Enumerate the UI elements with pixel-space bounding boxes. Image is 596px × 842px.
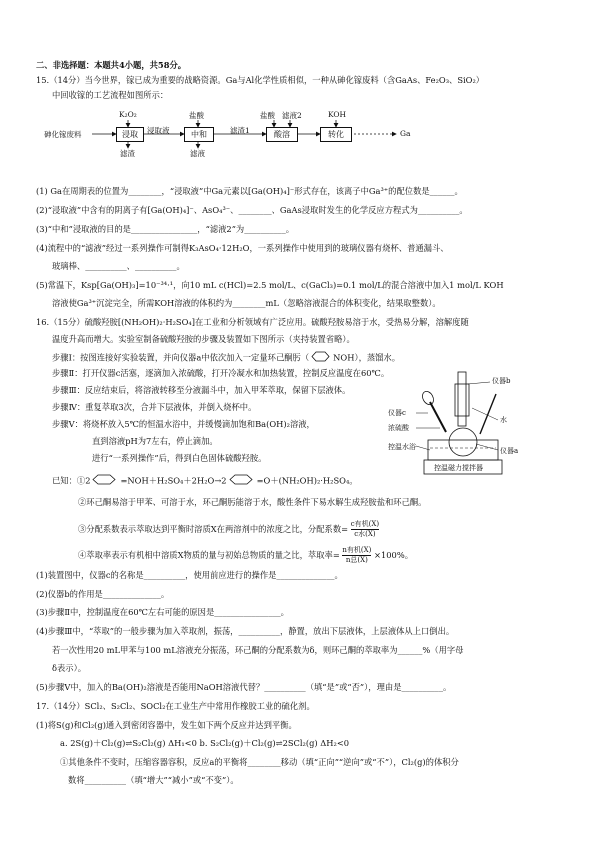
- q15-sub-1: (1) Ga在周期表的位置为________，“浸取液”中Ga元素以[Ga(OH)₄]⁻形式存在，该离子中Ga³⁺的配位数是______。: [36, 186, 463, 196]
- flow-label-koh: KOH: [328, 110, 347, 119]
- flow-label-hcl-2: 盐酸: [260, 111, 275, 120]
- apparatus-label-stirrer: 控温磁力搅拌器: [434, 464, 483, 472]
- cyclohexane-ring-icon: [227, 474, 257, 488]
- apparatus-label-b: 仪器b: [492, 377, 511, 385]
- q16-note-3-text: ③分配系数表示萃取达到平衡时溶质X在两溶剂中的浓度之比，分配系数=: [78, 524, 349, 534]
- q16-known-eq-tail: =O＋(NH₂OH)₂·H₂SO₄。: [256, 475, 358, 486]
- q17-sub-1-1-cont: 数将__________（填“增大”“减小”或“不变”）。: [68, 775, 239, 785]
- q16-question-2: (2)仪器b的作用是______________。: [36, 589, 170, 599]
- extraction-fraction: [342, 546, 371, 565]
- flow-label-filtrate-2: 滤液2: [282, 111, 302, 120]
- apparatus-label-water: 水: [500, 416, 507, 424]
- flow-label-residue-1: 滤渣1: [230, 126, 250, 135]
- partition-fraction: [351, 520, 379, 539]
- q16-question-1: (1)装置图中，仪器c的名称是__________，使用前应进行的操作是______________。: [36, 570, 343, 580]
- q17-sub-1: (1)将S(g)和Cl₂(g)通入到密闭容器中，发生如下两个反应并达到平衡。: [36, 720, 297, 730]
- fraction-denominator: c水(X): [354, 530, 376, 538]
- q16-question-4-cont: 若一次性用20 mL甲苯与100 mL溶液充分振荡，环己酮的分配系数为δ，则环己酮的萃取率为______%（用字母: [52, 645, 464, 655]
- q16-note-4: [78, 546, 413, 565]
- q16-known-eq: =NOH＋H₂SO₄＋2H₂O→2: [120, 475, 227, 486]
- apparatus-label-a: 仪器a: [500, 447, 519, 455]
- q16-question-4: (4)步骤Ⅲ中，“萃取”的一般步骤为加入萃取剂，振荡，__________，静置，放出下层液体，上层液体从上口倒出。: [36, 626, 455, 636]
- q16-intro: 16.（15分）硫酸羟胺[(NH₂OH)₂·H₂SO₄]在工业和分析领域有广泛应用。硫酸羟胺易溶于水，受热易分解，溶解度随: [36, 317, 469, 327]
- q15-sub-3: (3)“中和”浸取液的目的是________________，“滤液2”为__________。: [36, 224, 295, 234]
- q15-sub-4-cont: 玻璃棒、__________、__________。: [52, 261, 185, 271]
- q16-step-5-cont-2: 进行“一系列操作”后，得到白色固体硫酸羟胺。: [92, 453, 267, 463]
- flow-label-filtrate: 滤液: [190, 149, 205, 158]
- q16-intro-2: 温度升高而增大。实验室制备硫酸羟胺的步骤及装置如下图所示（夹持装置省略）。: [52, 334, 355, 344]
- q17-reactions: a. 2S(g)＋Cl₂(g)⇌S₂Cl₂(g) ΔH₁<0 b. S₂Cl₂(g)＋Cl₂(g)⇌2SCl₂(g) ΔH₂<0: [60, 738, 350, 748]
- apparatus-label-c: 仪器c: [388, 409, 406, 417]
- flow-label-hcl-1: 盐酸: [189, 111, 204, 120]
- q16-step-1: [52, 351, 400, 365]
- q17-sub-1-1: ①其他条件不变时，压缩容器容积，反应a的平衡将________移动（填“正向”“逆向”或“不”），Cl₂(g)的体积分: [60, 757, 459, 767]
- fraction-numerator: c有机(X): [350, 520, 380, 528]
- q15-intro-2: 中回收镓的工艺流程如图所示：: [52, 90, 169, 100]
- flow-label-residue: 滤渣: [120, 149, 135, 158]
- flow-box-acid-dissolve: 酸溶: [266, 127, 298, 142]
- fraction-tail: ×100%。: [374, 550, 413, 560]
- q16-step-5-cont: 直到溶液pH为7左右，停止滴加。: [92, 436, 218, 446]
- cyclohexane-ring-icon: [309, 351, 333, 365]
- apparatus-label-bath: 控温水浴: [388, 443, 416, 451]
- q15-sub-5: (5)常温下，Ksp[Ga(OH)₃]=10⁻³⁴·¹，向10 mL c(HCl)=2.5 mol/L、c(GaCl₃)=0.1 mol/L的混合溶液中加入1 mol/L KOH: [36, 280, 504, 290]
- q17-intro: 17.（14分）SCl₂、S₂Cl₂、SOCl₂在工业生产中常用作橡胶工业的硫化剂。: [36, 701, 315, 711]
- apparatus-diagram: [388, 364, 538, 484]
- flow-box-neutralize: 中和: [184, 127, 214, 142]
- flow-label-leachate: 浸取液: [147, 126, 170, 135]
- q16-question-3: (3)步骤Ⅱ中，控制温度在60℃左右可能的原因是________________。: [36, 607, 289, 617]
- process-flow-diagram: [44, 108, 484, 158]
- cyclohexane-ring-icon: [90, 474, 120, 488]
- q16-question-5: (5)步骤Ⅴ中，加入的Ba(OH)₂溶液是否能用NaOH溶液代替？__________（填“是”或“否”），理由是__________。: [36, 682, 452, 692]
- q15-sub-4: (4)流程中的“滤液”经过一系列操作可制得K₃AsO₄·12H₂O，一系列操作中使用到的玻璃仪器有烧杯、普通漏斗、: [36, 243, 449, 253]
- q15-sub-2: (2)“浸取液”中含有的阴离子有[Ga(OH)₄]⁻、AsO₄³⁻、________、GaAs浸取时发生的化学反应方程式为__________。: [36, 205, 468, 215]
- q16-step-3: 步骤Ⅲ：反应结束后，将溶液转移至分液漏斗中，加入甲苯萃取，保留下层液体。: [52, 385, 351, 395]
- apparatus-label-sulfuric-acid: 浓硫酸: [388, 424, 409, 432]
- q16-step-1-text: 步骤Ⅰ：按图连接好实验装置，并向仪器a中依次加入一定量环己酮肟（: [52, 352, 310, 363]
- q16-note-3: [78, 520, 379, 539]
- q16-known-1: [52, 474, 358, 488]
- q16-note-2: ②环己酮易溶于甲苯、可溶于水，环己酮肟能溶于水，酸性条件下易水解生成羟胺盐和环己酮。: [78, 497, 427, 507]
- q16-step-5: 步骤Ⅴ：将烧杯放入5℃的恒温水浴中，并缓慢滴加饱和Ba(OH)₂溶液，: [52, 419, 315, 429]
- flow-box-leach: 浸取: [116, 127, 144, 142]
- fraction-numerator: n有机(X): [342, 546, 372, 554]
- q15-intro: 15.（14分）当今世界，镓已成为重要的战略资源。Ga与Al化学性质相似，一种从砷化镓废料（含GaAs、Fe₂O₃、SiO₂）: [36, 75, 485, 85]
- fraction-denominator: n总(X): [345, 556, 368, 564]
- q16-question-4-cont-2: δ表示）。: [52, 663, 87, 673]
- section-title: 二、非选择题：本题共4小题，共58分。: [36, 60, 187, 70]
- q16-known-prefix: 已知：①2: [52, 475, 91, 486]
- q16-step-1-tail: NOH），蒸馏水。: [333, 352, 401, 363]
- q15-sub-5-cont: 溶液使Ga³⁺沉淀完全，所需KOH溶液的体积约为________mL（忽略溶液混合的体积变化，结果取整数）。: [52, 298, 441, 308]
- flow-label-k2o2: K₂O₂: [119, 110, 137, 119]
- q16-note-4-text: ④萃取率表示有机相中溶质X物质的量与初始总物质的量之比，萃取率=: [78, 550, 340, 560]
- flow-end: Ga: [400, 129, 411, 138]
- flow-start: 砷化镓废料: [44, 130, 82, 139]
- q16-step-2: 步骤Ⅱ：打开仪器c活塞，逐滴加入浓硫酸，打开冷凝水和加热装置，控制反应温度在60℃。: [52, 368, 390, 378]
- flow-box-convert: 转化: [320, 127, 352, 142]
- q16-step-4: 步骤Ⅳ：重复萃取3次，合并下层液体，并倒入烧杯中。: [52, 402, 257, 412]
